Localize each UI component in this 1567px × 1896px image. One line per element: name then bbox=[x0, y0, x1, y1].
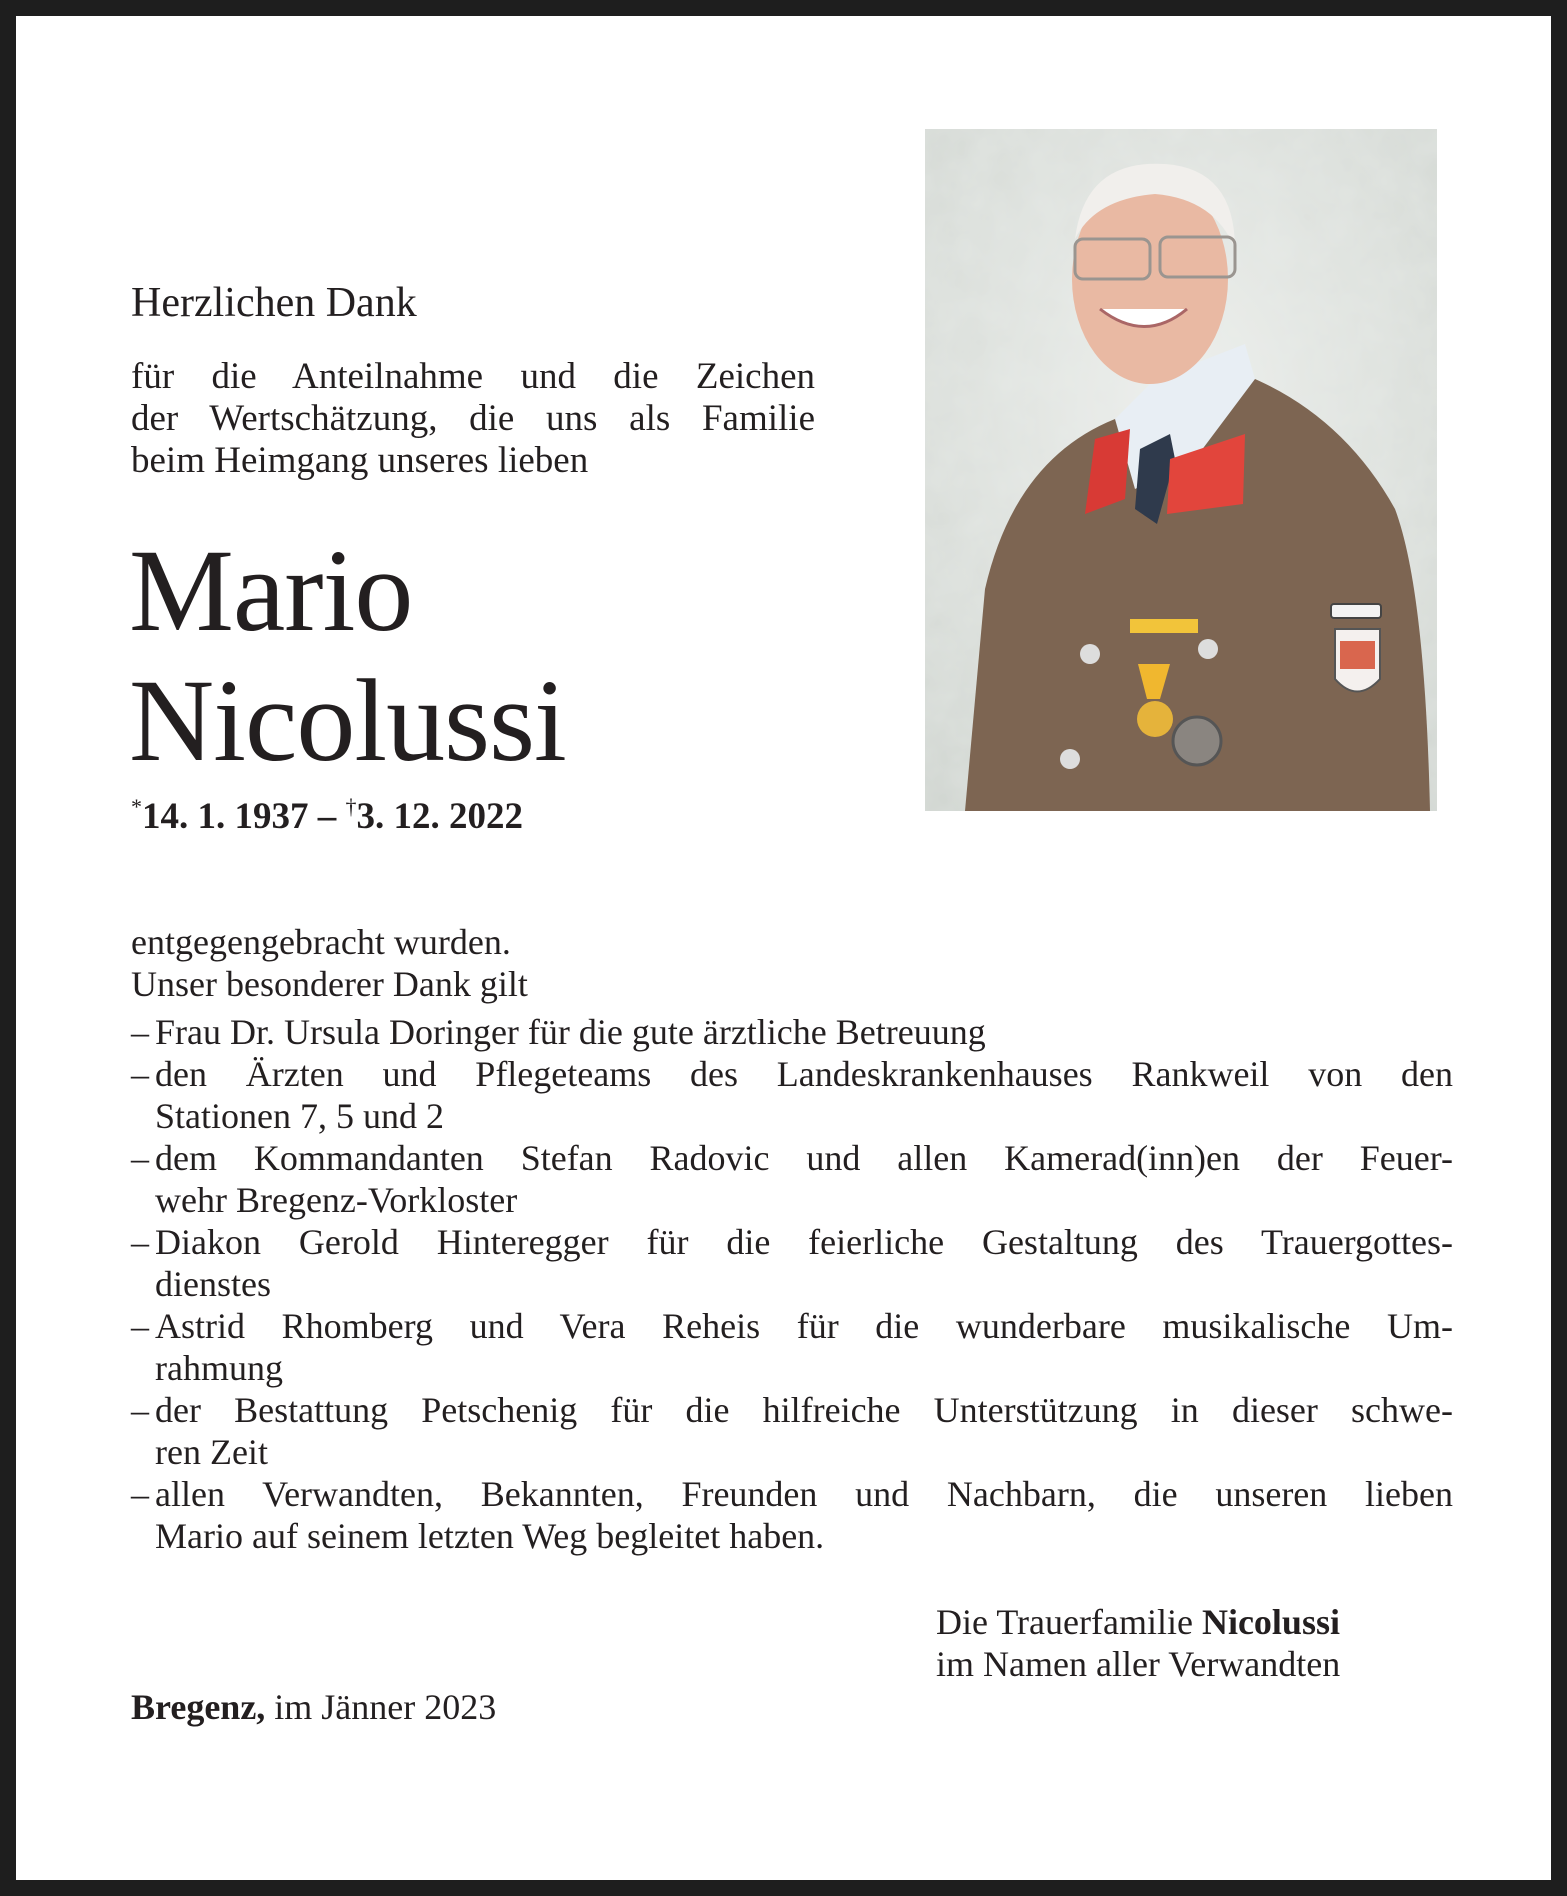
intro-line: für die Anteilnahme und die Zeichen bbox=[131, 356, 815, 397]
heading: Herzlichen Dank bbox=[131, 280, 417, 326]
list-item-line: Mario auf seinem letzten Weg begleitet haben. bbox=[155, 1516, 825, 1556]
signature bbox=[936, 1601, 1340, 1685]
death-symbol: † bbox=[345, 794, 357, 819]
list-item-line: Frau Dr. Ursula Doringer für die gute ärztliche Betreuung bbox=[155, 1012, 986, 1052]
dash-bullet: – bbox=[131, 1012, 149, 1052]
list-item-line: dienstes bbox=[155, 1264, 271, 1304]
list-item-line: dem Kommandanten Stefan Radovic und allen Kamerad(inn)en der Feuer- bbox=[155, 1138, 1453, 1178]
intro-paragraph bbox=[131, 356, 815, 482]
list-item bbox=[131, 1389, 1453, 1473]
intro-line: beim Heimgang unseres lieben bbox=[131, 440, 589, 481]
birth-date: 14. 1. 1937 bbox=[142, 796, 309, 837]
thanks-body bbox=[131, 921, 1453, 1557]
list-item bbox=[131, 1137, 1453, 1221]
list-item bbox=[131, 1473, 1453, 1557]
place-date bbox=[131, 1686, 496, 1728]
list-item-line: rahmung bbox=[155, 1348, 283, 1388]
list-item bbox=[131, 1053, 1453, 1137]
signature-line2: im Namen aller Verwandten bbox=[936, 1644, 1341, 1684]
dash-bullet: – bbox=[131, 1306, 149, 1346]
last-name: Nicolussi bbox=[129, 655, 566, 786]
intro-line: der Wertschätzung, die uns als Familie bbox=[131, 398, 815, 439]
first-name: Mario bbox=[129, 525, 413, 656]
list-item bbox=[131, 1011, 1453, 1053]
birth-symbol: * bbox=[131, 794, 142, 819]
dash-bullet: – bbox=[131, 1138, 149, 1178]
list-item-line: ren Zeit bbox=[155, 1432, 268, 1472]
signature-family: Nicolussi bbox=[1201, 1602, 1340, 1642]
dash-bullet: – bbox=[131, 1054, 149, 1094]
portrait-icon bbox=[925, 129, 1437, 811]
portrait-photo bbox=[925, 129, 1437, 811]
list-item-line: allen Verwandten, Bekannten, Freunden und Nachbarn, die unseren lieben bbox=[155, 1474, 1453, 1514]
list-item bbox=[131, 1305, 1453, 1389]
list-item-line: der Bestattung Petschenig für die hilfreiche Unterstützung in dieser schwe- bbox=[155, 1390, 1453, 1430]
body-line: entgegengebracht wurden. bbox=[131, 922, 511, 962]
body-line: Unser besonderer Dank gilt bbox=[131, 964, 528, 1004]
list-item bbox=[131, 1221, 1453, 1305]
list-item-line: Diakon Gerold Hinteregger für die feierliche Gestaltung des Trauergottes- bbox=[155, 1222, 1453, 1262]
dash-bullet: – bbox=[131, 1474, 149, 1514]
date-separator: – bbox=[308, 796, 346, 837]
deceased-name bbox=[129, 526, 566, 786]
list-item-line: wehr Bregenz-Vorkloster bbox=[155, 1180, 518, 1220]
dash-bullet: – bbox=[131, 1222, 149, 1262]
signature-prefix: Die Trauerfamilie bbox=[936, 1602, 1202, 1642]
life-dates bbox=[131, 794, 523, 838]
thanks-list bbox=[131, 1011, 1453, 1557]
list-item-line: Astrid Rhomberg und Vera Reheis für die wunderbare musikalische Um- bbox=[155, 1306, 1453, 1346]
list-item-line: den Ärzten und Pflegeteams des Landeskrankenhauses Rankweil von den bbox=[155, 1054, 1453, 1094]
place-date-text: im Jänner 2023 bbox=[265, 1687, 497, 1727]
place-city: Bregenz, bbox=[131, 1687, 266, 1727]
death-date: 3. 12. 2022 bbox=[356, 796, 523, 837]
dash-bullet: – bbox=[131, 1390, 149, 1430]
list-item-line: Stationen 7, 5 und 2 bbox=[155, 1096, 444, 1136]
